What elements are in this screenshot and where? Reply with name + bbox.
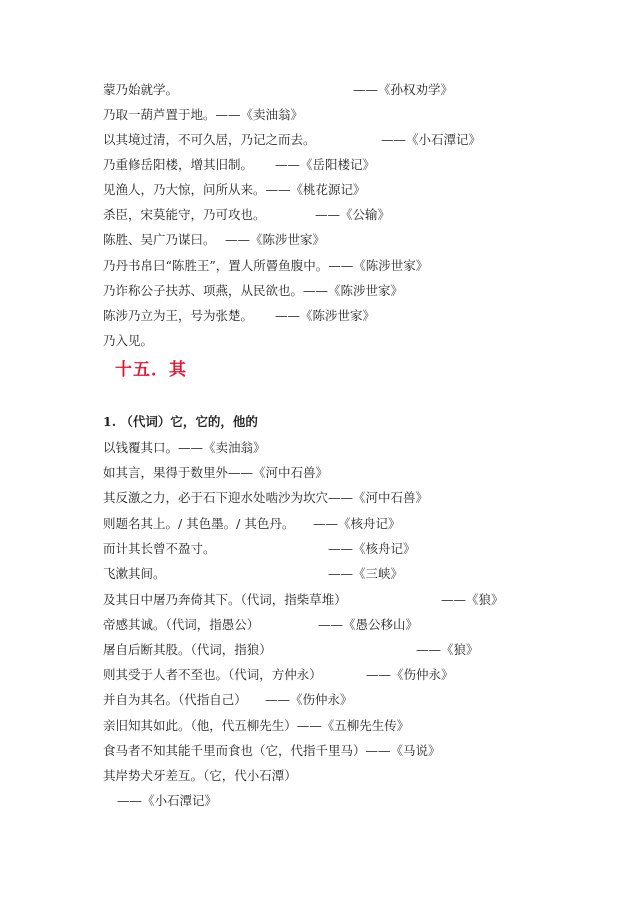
example-text: 陈胜、吴广乃谋曰。 <box>103 232 216 247</box>
example-source: ——《小石潭记》 <box>117 793 218 808</box>
example-text: 飞漱其间。 <box>103 566 166 581</box>
example-line <box>103 566 404 582</box>
example-line <box>103 333 153 349</box>
example-text: 蒙乃始就学。 <box>103 82 179 97</box>
example-line <box>103 157 376 173</box>
example-line <box>103 132 482 148</box>
example-line <box>103 718 409 734</box>
example-text: 亲旧知其如此。（他，代五柳先生） <box>103 718 297 733</box>
example-text: 杀臣，宋莫能守，乃可攻也。 <box>103 207 266 222</box>
example-source: ——《孙权劝学》 <box>353 82 454 97</box>
example-source: ——《五柳先生传》 <box>296 718 410 733</box>
example-text: 乃入见。 <box>103 333 154 348</box>
example-line <box>103 667 454 683</box>
example-line <box>103 768 297 784</box>
example-line <box>103 182 366 198</box>
example-source: ——《卖油翁》 <box>215 107 304 122</box>
example-line <box>103 617 419 633</box>
example-line <box>103 308 376 324</box>
example-text: 以钱覆其口。 <box>103 440 179 455</box>
example-line <box>117 793 217 809</box>
example-text: 乃取一葫芦置于地。 <box>103 107 216 122</box>
example-text: 以其境过清，不可久居，乃记之而去。 <box>103 132 316 147</box>
example-line <box>103 490 428 506</box>
example-source: ——《桃花源记》 <box>265 182 366 197</box>
example-source: ——《陈涉世家》 <box>328 258 429 273</box>
example-text: 食马者不知其能千里而食也（它，代指千里马） <box>103 743 366 758</box>
example-text: 乃重修岳阳楼，增其旧制。 <box>103 157 254 172</box>
example-line <box>103 283 403 299</box>
example-source: ——《愚公移山》 <box>318 617 419 632</box>
example-text: 陈涉乃立为王，号为张楚。 <box>103 308 254 323</box>
example-line <box>103 592 504 608</box>
example-text: 则其受于人者不至也。（代词，方仲永） <box>103 667 322 682</box>
example-text: 及其日中屠乃奔倚其下。（代词，指柴草堆） <box>103 592 347 607</box>
example-source: ——《伤仲永》 <box>366 667 454 682</box>
example-line <box>103 692 353 708</box>
example-line <box>103 440 266 456</box>
example-source: ——《伤仲永》 <box>265 692 353 707</box>
example-source: ——《小石潭记》 <box>381 132 482 147</box>
example-text: 帝感其诚。（代词，指愚公） <box>103 617 260 632</box>
example-text: 并自为其名。（代指自己） <box>103 692 247 707</box>
example-text: 则题名其上。/ 其色墨。/ 其色丹。 <box>103 516 295 531</box>
example-line <box>103 82 454 98</box>
example-source: ——《马说》 <box>365 743 441 758</box>
example-line <box>103 232 326 248</box>
example-line <box>103 541 416 557</box>
example-text: 乃诈称公子扶苏、项燕，从民欲也。 <box>103 283 304 298</box>
example-source: ——《陈涉世家》 <box>275 308 376 323</box>
example-line <box>103 258 428 274</box>
example-source: ——《狼》 <box>416 642 479 657</box>
example-text: 见渔人，乃大惊，问所从来。 <box>103 182 266 197</box>
example-line <box>103 207 391 223</box>
example-source: ——《核舟记》 <box>328 541 416 556</box>
example-text: 屠自后断其股。（代词，指狼） <box>103 642 272 657</box>
example-line <box>103 107 303 123</box>
example-source: ——《河中石兽》 <box>228 465 329 480</box>
example-text: 其反激之力，必于石下迎水处啮沙为坎穴 <box>103 490 329 505</box>
example-source: ——《卖油翁》 <box>178 440 266 455</box>
example-line <box>103 642 479 658</box>
example-text: 而计其长曾不盈寸。 <box>103 541 216 556</box>
example-source: ——《三峡》 <box>328 566 404 581</box>
example-line <box>103 465 328 481</box>
section-heading: 十五．其 <box>115 360 187 380</box>
example-source: ——《核舟记》 <box>313 516 401 531</box>
example-source: ——《陈涉世家》 <box>303 283 404 298</box>
example-text: 如其言，果得于数里外 <box>103 465 229 480</box>
example-text: 其岸势犬牙差互。（它，代小石潭） <box>103 768 297 783</box>
example-source: ——《陈涉世家》 <box>225 232 326 247</box>
example-source: ——《岳阳楼记》 <box>275 157 376 172</box>
example-text: 乃丹书帛曰“陈胜王”，置人所罾鱼腹中。 <box>103 258 329 273</box>
example-line <box>103 516 401 532</box>
sense-heading: 1. （代词）它，它的，他的 <box>103 414 258 429</box>
example-source: ——《河中石兽》 <box>328 490 429 505</box>
example-line <box>103 743 441 759</box>
example-source: ——《公输》 <box>315 207 391 222</box>
example-source: ——《狼》 <box>441 592 504 607</box>
